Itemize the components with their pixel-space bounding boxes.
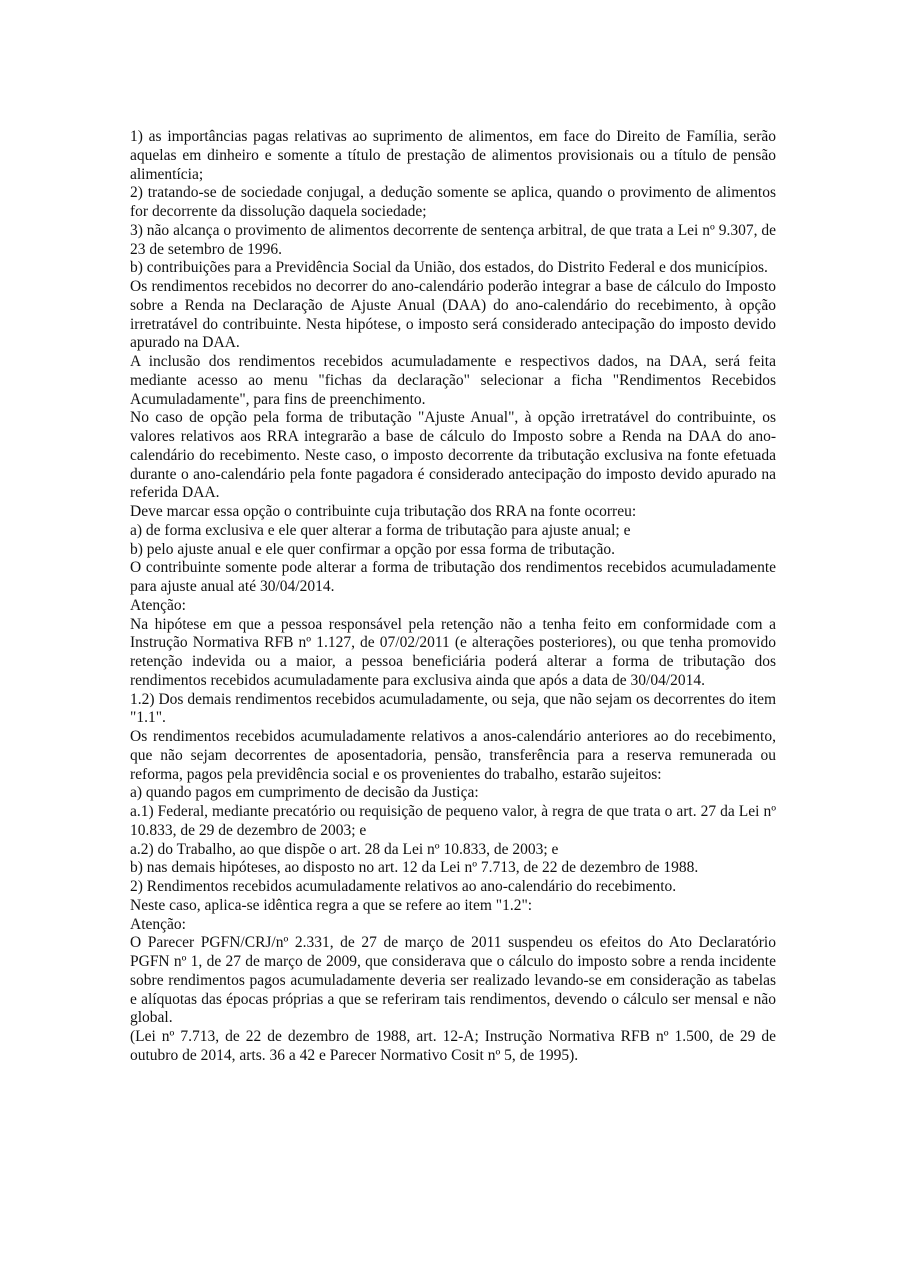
paragraph-alimentos-item-3: 3) não alcança o provimento de alimentos decorrente de sentença arbitral, de que trata a Lei nº 9.307, de 23 de setembro de 1996. bbox=[130, 221, 776, 258]
paragraph-alimentos-item-2: 2) tratando-se de sociedade conjugal, a dedução somente se aplica, quando o provimento de alimentos for decorrente da dissolução daquela sociedade; bbox=[130, 184, 776, 220]
paragraph-item-1-2: 1.2) Dos demais rendimentos recebidos acumuladamente, ou seja, que não sejam os decorrentes do item "1.1". bbox=[130, 690, 776, 727]
paragraph-demais-hipoteses: b) nas demais hipóteses, ao disposto no art. 12 da Lei nº 7.713, de 22 de dezembro de 1988. bbox=[130, 859, 699, 877]
document-body bbox=[130, 128, 776, 1066]
paragraph-rendimentos-base-calculo: Os rendimentos recebidos no decorrer do ano-calendário poderão integrar a base de cálculo do Imposto sobre a Renda na Declaração de Ajuste Anual (DAA) do ano-calendário do recebimento, à opção irretratável do contribuinte. Nesta hipótese, o imposto será considerado antecipação do imposto devido apurado na DAA. bbox=[130, 278, 776, 352]
paragraph-legal-references: (Lei nº 7.713, de 22 de dezembro de 1988, art. 12-A; Instrução Normativa RFB nº 1.500, de 29 de outubro de 2014, arts. 36 a 42 e Parecer Normativo Cosit nº 5, de 1995). bbox=[130, 1028, 776, 1064]
paragraph-hipotese-retencao: Na hipótese em que a pessoa responsável pela retenção não a tenha feito em conformidade com a Instrução Normativa RFB nº 1.127, de 07/02/2011 (e alterações posteriores), ou que tenha promovido retenção indevida ou a maior, a pessoa beneficiária poderá alterar a forma de tributação dos rendimentos recebidos acumuladamente para exclusiva ainda que após a data de 30/04/2014. bbox=[130, 615, 776, 689]
paragraph-contribuicoes-previdencia: b) contribuições para a Previdência Social da União, dos estados, do Distrito Federal e dos municípios. bbox=[130, 259, 768, 277]
paragraph-parecer-pgfn: O Parecer PGFN/CRJ/nº 2.331, de 27 de março de 2011 suspendeu os efeitos do Ato Declaratório PGFN nº 1, de 27 de março de 2009, que considerava que o cálculo do imposto sobre a renda incidente sobre rendimentos pagos acumuladamente deveria ser realizado levando-se em consideração as tabelas e alíquotas das épocas próprias a que se referiram tais rendimentos, devendo o cálculo ser mensal e não global. bbox=[130, 934, 776, 1027]
paragraph-opcao-ajuste-anual: No caso de opção pela forma de tributação "Ajuste Anual", à opção irretratável do contribuinte, os valores relativos aos RRA integrarão a base de cálculo do Imposto sobre a Renda na DAA do ano-calendário do recebimento. Neste caso, o imposto decorrente da tributação exclusiva na fonte efetuada durante o ano-calendário pela fonte pagadora é considerado antecipação do imposto devido apurado na referida DAA. bbox=[130, 409, 776, 502]
paragraph-opcao-a: a) de forma exclusiva e ele quer alterar a forma de tributação para ajuste anual; e bbox=[130, 521, 631, 539]
paragraph-item-a2: a.2) do Trabalho, ao que dispõe o art. 28 da Lei nº 10.833, de 2003; e bbox=[130, 840, 559, 858]
paragraph-prazo-alteracao: O contribuinte somente pode alterar a forma de tributação dos rendimentos recebidos acumuladamente para ajuste anual até 30/04/2014. bbox=[130, 559, 776, 595]
paragraph-opcao-b: b) pelo ajuste anual e ele quer confirmar a opção por essa forma de tributação. bbox=[130, 540, 616, 558]
heading-atencao-2: Atenção: bbox=[130, 915, 186, 933]
paragraph-alimentos-item-1: 1) as importâncias pagas relativas ao suprimento de alimentos, em face do Direito de Família, serão aquelas em dinheiro e somente a título de prestação de alimentos provisionais ou a título de pensão alimentícia; bbox=[130, 128, 776, 183]
paragraph-neste-caso: Neste caso, aplica-se idêntica regra a que se refere ao item "1.2": bbox=[130, 896, 533, 914]
heading-atencao-1: Atenção: bbox=[130, 596, 186, 614]
paragraph-deve-marcar: Deve marcar essa opção o contribuinte cuja tributação dos RRA na fonte ocorreu: bbox=[130, 503, 637, 520]
paragraph-item-a1: a.1) Federal, mediante precatório ou requisição de pequeno valor, à regra de que trata o art. 27 da Lei nº 10.833, de 29 de dezembro de 2003; e bbox=[130, 803, 776, 839]
paragraph-inclusao-daa: A inclusão dos rendimentos recebidos acumuladamente e respectivos dados, na DAA, será feita mediante acesso ao menu "fichas da declaração" selecionar a ficha "Rendimentos Recebidos Acumuladamente", para fins de preenchimento. bbox=[130, 353, 776, 408]
paragraph-item-2: 2) Rendimentos recebidos acumuladamente relativos ao ano-calendário do recebimento. bbox=[130, 878, 677, 895]
paragraph-rendimentos-anos-anteriores: Os rendimentos recebidos acumuladamente relativos a anos-calendário anteriores ao do recebimento, que não sejam decorrentes de aposentadoria, pensão, transferência para a reserva remunerada ou reforma, pagos pela previdência social e os provenientes do trabalho, estarão sujeitos: bbox=[130, 728, 776, 783]
paragraph-decisao-justica: a) quando pagos em cumprimento de decisão da Justiça: bbox=[130, 784, 479, 802]
